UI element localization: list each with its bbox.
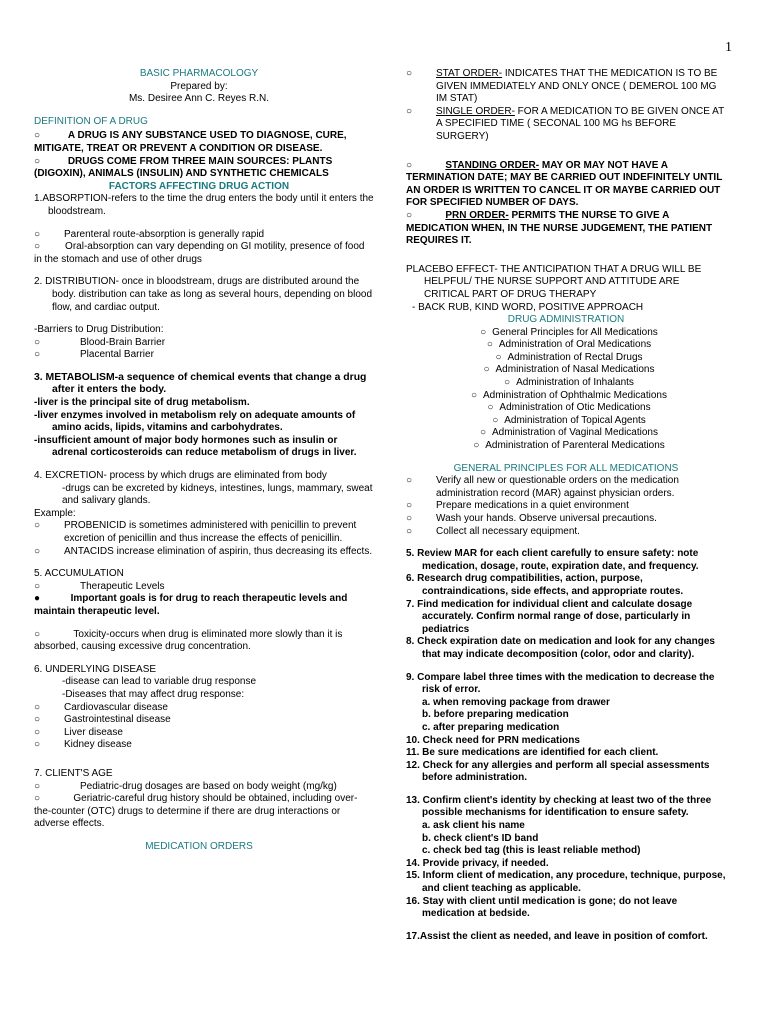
drug-admin-item: ○ General Principles for All Medications: [406, 327, 726, 340]
left-column: [34, 68, 374, 853]
ring-bullet: ○: [34, 349, 41, 361]
ring-bullet: ○: [34, 739, 41, 751]
ring-bullet: ○: [495, 351, 502, 363]
underlying-line: -Diseases that may affect drug response:: [62, 688, 245, 700]
ring-bullet: ○: [406, 159, 446, 171]
ring-bullet: ○: [34, 155, 68, 167]
age-item: ○ Pediatric-drug dosages are based on body weight (mg/kg): [34, 780, 337, 792]
principle-10: 10. Check need for PRN medications: [406, 734, 580, 746]
principle-13b: b. check client's ID band: [422, 832, 539, 844]
ring-bullet: ○: [406, 105, 413, 117]
ring-bullet: ○: [34, 520, 41, 532]
ring-bullet: ○: [34, 130, 68, 142]
principle-15: 15. Inform client of medication, any procedure, technique, purpose, and client teaching as applicable.: [406, 870, 726, 895]
disease-item: ○ Gastrointestinal disease: [34, 714, 171, 726]
ring-bullet: ○: [406, 209, 446, 221]
barriers-label: -Barriers to Drug Distribution:: [34, 324, 164, 336]
dot-bullet: ●: [34, 593, 71, 605]
general-bullet: ○ Wash your hands. Observe universal precautions.: [406, 513, 657, 524]
excretion-title: 4. EXCRETION- process by which drugs are eliminated from body: [34, 470, 327, 482]
metabolism-item: -liver is the principal site of drug metabolism.: [34, 397, 250, 409]
principle-9a: a. when removing package from drawer: [422, 696, 610, 708]
accumulation-title: 5. ACCUMULATION: [34, 568, 124, 580]
principle-7: 7. Find medication for individual client and calculate dosage accurately. Confirm normal range of dose, particularly in pediatrics: [406, 598, 693, 635]
drug-admin-item: ○ Administration of Ophthalmic Medications: [406, 390, 726, 403]
metabolism-item: -insufficient amount of major body hormones such as insulin or adrenal corticosteroids can reduce metabolism of drugs in liver.: [34, 434, 357, 459]
absorption-item: ○ Oral-absorption can vary depending on GI motility, presence of food in the stomach and use of other drugs: [34, 241, 365, 265]
ring-bullet: ○: [483, 364, 490, 376]
drug-admin-item: ○ Administration of Oral Medications: [406, 339, 726, 352]
ring-bullet: ○: [406, 475, 413, 487]
drug-admin-item: ○ Administration of Otic Medications: [406, 402, 726, 415]
drug-admin-item: ○ Administration of Topical Agents: [406, 415, 726, 428]
principle-5: 5. Review MAR for each client carefully to ensure safety: note medication, dosage, route, expiration date, and frequency.: [406, 548, 699, 572]
ring-bullet: ○: [34, 726, 41, 738]
ring-bullet: ○: [504, 377, 511, 389]
accumulation-goal: ● Important goals is for drug to reach therapeutic levels and maintain therapeutic level.: [34, 593, 348, 617]
right-column: [406, 68, 726, 943]
principle-11: 11. Be sure medications are identified for each client.: [406, 747, 659, 759]
metabolism-item: -liver enzymes involved in metabolism rely on adequate amounts of amino acids, lipids, vitamins and carbohydrates.: [34, 409, 356, 434]
general-bullet: ○ Collect all necessary equipment.: [406, 525, 580, 537]
age-title: 7. CLIENT'S AGE: [34, 767, 113, 779]
principle-9c: c. after preparing medication: [422, 721, 560, 733]
placebo-effect: PLACEBO EFFECT- THE ANTICIPATION THAT A DRUG WILL BE HELPFUL/ THE NURSE SUPPORT AND ATTITUDE ARE CRITICAL PART OF DRUG THERAPY: [406, 263, 702, 300]
metabolism-title: 3. METABOLISM-a sequence of chemical events that change a drug after it enters the body.: [34, 371, 367, 396]
ring-bullet: ○: [479, 427, 486, 439]
ring-bullet: ○: [34, 241, 66, 253]
drug-admin-item: ○ Administration of Rectal Drugs: [406, 352, 726, 365]
single-order: ○ SINGLE ORDER- FOR A MEDICATION TO BE GIVEN ONCE AT A SPECIFIED TIME ( SECONAL 100 MG hs BEFORE SURGERY): [406, 105, 725, 142]
disease-item: ○ Liver disease: [34, 726, 123, 738]
factors-heading: FACTORS AFFECTING DRUG ACTION: [108, 180, 290, 192]
principle-12: 12. Check for any allergies and perform all special assessments before administration.: [406, 759, 710, 784]
drug-admin-item: ○ Administration of Nasal Medications: [406, 364, 726, 377]
drug-admin-heading: DRUG ADMINISTRATION: [507, 314, 625, 326]
accumulation-toxicity: ○ Toxicity-occurs when drug is eliminated more slowly than it is absorbed, causing excessive drug concentration.: [34, 628, 343, 653]
principle-9: 9. Compare label three times with the medication to decrease the risk of error.: [406, 671, 715, 696]
absorption-item: ○ Parenteral route-absorption is generally rapid: [34, 228, 265, 240]
page-number: 1: [725, 40, 732, 55]
ring-bullet: ○: [34, 793, 74, 805]
ring-bullet: ○: [34, 714, 41, 726]
principle-13: 13. Confirm client's identity by checking at least two of the three possible mechanisms for identification to ensure safety.: [406, 794, 712, 819]
principle-13c: c. check bed tag (this is least reliable method): [422, 845, 641, 857]
drug-admin-item: ○ Administration of Parenteral Medications: [406, 440, 726, 453]
ring-bullet: ○: [486, 339, 493, 351]
definition-heading: DEFINITION OF A DRUG: [34, 115, 148, 127]
ring-bullet: ○: [34, 336, 41, 348]
general-principles-heading: GENERAL PRINCIPLES FOR ALL MEDICATIONS: [453, 462, 679, 474]
ring-bullet: ○: [470, 389, 478, 401]
doc-title: BASIC PHARMACOLOGY: [139, 68, 259, 79]
ring-bullet: ○: [492, 414, 499, 426]
drug-admin-item: ○ Administration of Inhalants: [406, 377, 726, 390]
principle-9b: b. before preparing medication: [422, 709, 569, 721]
distribution-title: 2. DISTRIBUTION- once in bloodstream, drugs are distributed around the body. distribution can take as long as several hours, depending on blood flow, and cardiac output.: [34, 276, 373, 313]
ring-bullet: ○: [34, 628, 74, 640]
ring-bullet: ○: [406, 525, 413, 537]
definition-item: ○ A DRUG IS ANY SUBSTANCE USED TO DIAGNOSE, CURE, MITIGATE, TREAT OR PREVENT A CONDITION OR DISEASE.: [34, 130, 347, 154]
barrier-item: ○ Blood-Brain Barrier: [34, 336, 166, 348]
underlying-title: 6. UNDERLYING DISEASE: [34, 663, 157, 675]
ring-bullet: ○: [34, 545, 41, 557]
author: Ms. Desiree Ann C. Reyes R.N.: [128, 93, 270, 105]
principle-14: 14. Provide privacy, if needed.: [406, 857, 549, 869]
ring-bullet: ○: [480, 326, 487, 338]
principle-13a: a. ask client his name: [422, 820, 525, 832]
barrier-item: ○ Placental Barrier: [34, 349, 154, 361]
ring-bullet: ○: [34, 580, 41, 592]
ring-bullet: ○: [406, 500, 413, 512]
ring-bullet: ○: [473, 440, 480, 452]
standing-order: ○ STANDING ORDER- MAY OR MAY NOT HAVE A TERMINATION DATE; MAY BE CARRIED OUT INDEFINITELY UNTIL AN ORDER IS WRITTEN TO CANCEL IT OR MAYBE CARRIED OUT FOR SPECIFIED NUMBER OF DAYS.: [406, 159, 723, 209]
prn-order: ○ PRN ORDER- PERMITS THE NURSE TO GIVE A MEDICATION WHEN, IN THE NURSE JUDGEMENT, THE PATIENT REQUIRES IT.: [406, 209, 713, 247]
placebo-sub: - BACK RUB, KIND WORD, POSITIVE APPROACH: [412, 301, 644, 313]
prepared-by: Prepared by:: [170, 80, 228, 92]
example-label: Example:: [34, 507, 76, 519]
excretion-detail: -drugs can be excreted by kidneys, intestines, lungs, mammary, sweat and salivary glands.: [62, 482, 373, 507]
example-item: ○ PROBENICID is sometimes administered with penicillin to prevent excretion of penicillin and thus increase the effects of penicillin.: [34, 520, 357, 544]
medication-orders-heading: MEDICATION ORDERS: [145, 840, 253, 852]
underlying-line: -disease can lead to variable drug response: [62, 676, 257, 688]
disease-item: ○ Kidney disease: [34, 739, 132, 751]
principle-8: 8. Check expiration date on medication and look for any changes that may indicate decomposition (color, odor and clarity).: [406, 636, 715, 660]
age-item: ○ Geriatric-careful drug history should be obtained, including over-the-counter (OTC) drugs to determine if there are drug interactions or adverse effects.: [34, 793, 358, 830]
general-bullet: ○ Prepare medications in a quiet environment: [406, 500, 629, 512]
definition-item: ○ DRUGS COME FROM THREE MAIN SOURCES: PLANTS (DIGOXIN), ANIMALS (INSULIN) AND SYNTHETIC CHEMICALS: [34, 155, 333, 180]
principle-6: 6. Research drug compatibilities, action, purpose, contraindications, side effects, and appropriate routes.: [406, 573, 684, 597]
ring-bullet: ○: [34, 780, 41, 792]
principle-17: 17.Assist the client as needed, and leave in position of comfort.: [406, 930, 708, 942]
example-item: ○ ANTACIDS increase elimination of aspirin, thus decreasing its effects.: [34, 545, 373, 557]
disease-item: ○ Cardiovascular disease: [34, 701, 168, 713]
ring-bullet: ○: [34, 228, 41, 240]
ring-bullet: ○: [406, 513, 413, 524]
ring-bullet: ○: [406, 68, 413, 79]
ring-bullet: ○: [487, 402, 494, 414]
absorption-title: 1.ABSORPTION-refers to the time the drug enters the body until it enters the bloodstream.: [34, 193, 374, 217]
general-bullet: ○ Verify all new or questionable orders on the medication administration record (MAR) against physician orders.: [406, 475, 679, 499]
drug-admin-list: [406, 327, 726, 453]
drug-admin-item: ○ Administration of Vaginal Medications: [406, 427, 726, 440]
ring-bullet: ○: [34, 701, 41, 713]
stat-order: ○ STAT ORDER- INDICATES THAT THE MEDICATION IS TO BE GIVEN IMMEDIATELY AND ONLY ONCE ( DEMEROL 100 MG IM STAT): [406, 68, 718, 105]
principle-16: 16. Stay with client until medication is gone; do not leave medication at bedside.: [406, 895, 678, 920]
accumulation-item: ○ Therapeutic Levels: [34, 580, 165, 592]
